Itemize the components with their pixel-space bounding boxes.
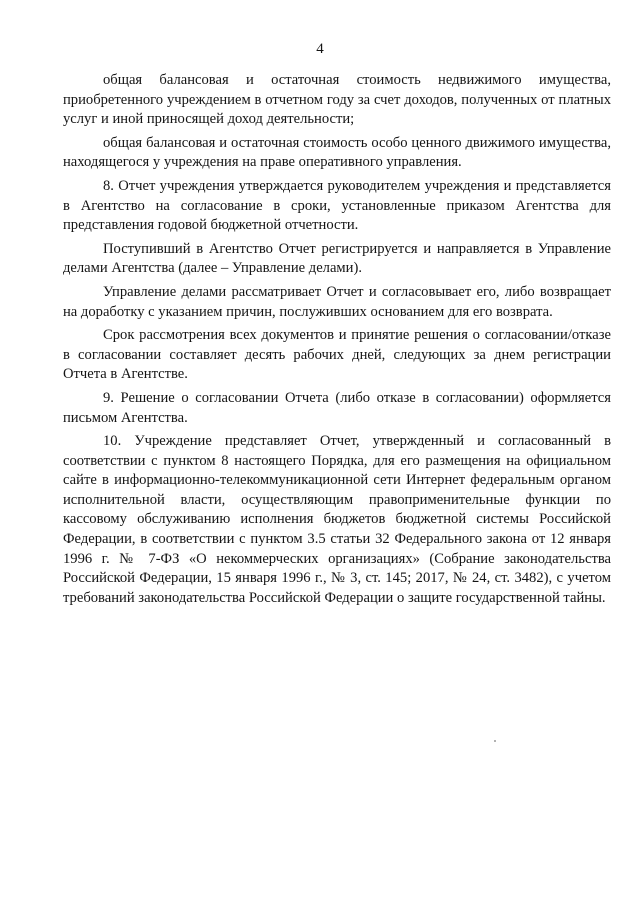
paragraph-item-9-decision: 9. Решение о согласовании Отчета (либо отказе в согласовании) оформляется письмом Агентства. <box>63 389 611 426</box>
paragraph-report-review: Управление делами рассматривает Отчет и согласовывает его, либо возвращает на доработку с указанием причин, послуживших основанием для его возврата. <box>63 283 611 320</box>
document-body <box>63 71 611 612</box>
page-number: 4 <box>316 41 324 57</box>
paragraph-movable-property-value: общая балансовая и остаточная стоимость особо ценного движимого имущества, находящегося у учреждения на праве оперативного управления. <box>63 134 611 171</box>
paragraph-review-deadline: Срок рассмотрения всех документов и принятие решения о согласовании/отказе в согласовании составляет десять рабочих дней, следующих за днем регистрации Отчета в Агентстве. <box>63 327 611 383</box>
paragraph-real-estate-value: общая балансовая и остаточная стоимость недвижимого имущества, приобретенного учреждением в отчетном году за счет доходов, полученных от платных услуг и иной приносящей доход деятельности; <box>63 72 611 128</box>
scan-speck <box>494 740 496 742</box>
paragraph-report-registration: Поступивший в Агентство Отчет регистрируется и направляется в Управление делами Агентства (далее – Управление делами). <box>63 240 611 277</box>
paragraph-item-8-report-approval: 8. Отчет учреждения утверждается руководителем учреждения и представляется в Агентство на согласование в сроки, установленные приказом Агентства для представления годовой бюджетной отчетности. <box>63 177 611 234</box>
paragraph-item-10-publication: 10. Учреждение представляет Отчет, утвержденный и согласованный в соответствии с пунктом 8 настоящего Порядка, для его размещения на официальном сайте в информационно-телекоммуникационной сети Интернет федеральным органом исполнительной власти, осуществляющим правоприменительные функции по кассовому обслуживанию исполнения бюджетов бюджетной системы Российской Федерации, в соответствии с пунктом 3.5 статьи 32 Федерального закона от 12 января 1996 г. № 7-ФЗ «О некоммерческих организациях» (Собрание законодательства Российской Федерации, 15 января 1996 г., № 3, ст. 145; 2017, № 24, ст. 3482), с учетом требований законодательства Российской Федерации о защите государственной тайны. <box>63 433 611 606</box>
